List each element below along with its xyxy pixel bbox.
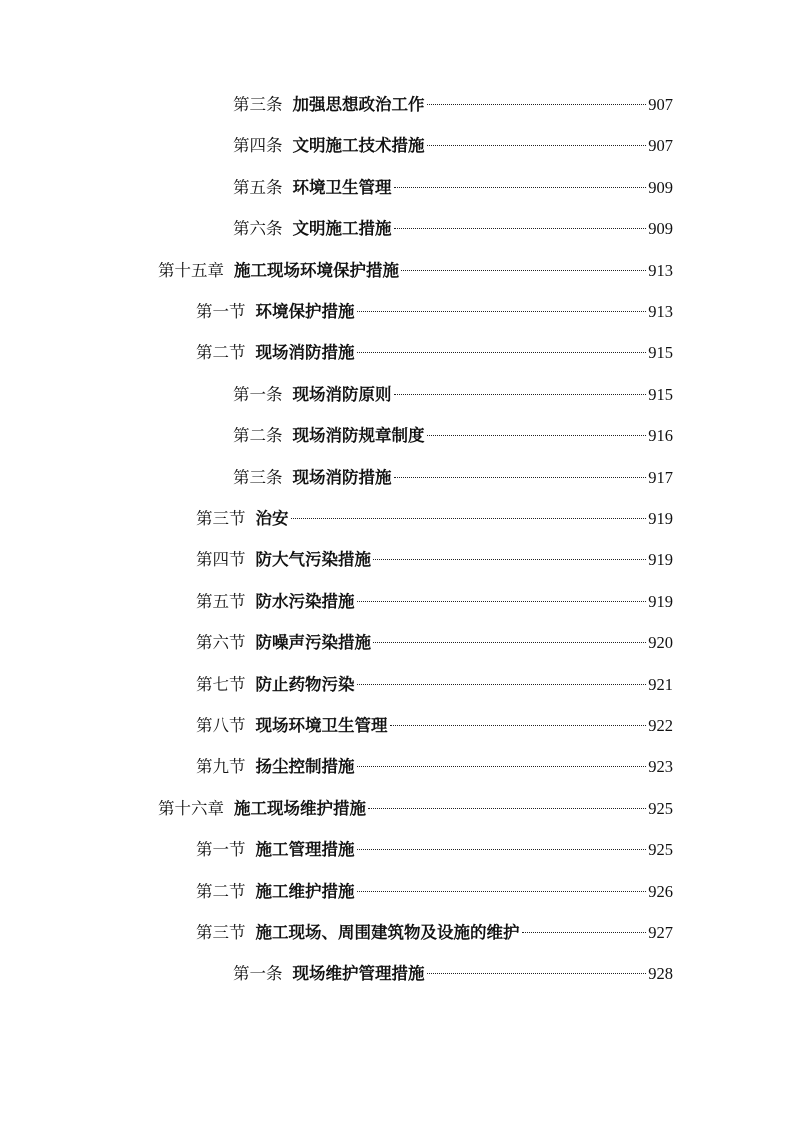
toc-entry-title: 现场维护管理措施 xyxy=(292,964,425,984)
dot-leader xyxy=(357,766,647,767)
toc-entry[interactable] xyxy=(196,297,673,327)
toc-entry-page-number: 919 xyxy=(648,550,673,570)
toc-entry-number: 第六节 xyxy=(196,633,246,653)
toc-entry-number: 第六条 xyxy=(233,219,283,239)
toc-entry-number: 第三条 xyxy=(233,467,283,487)
dot-leader xyxy=(394,187,647,188)
toc-entry-page-number: 925 xyxy=(648,840,673,860)
toc-entry-number: 第一节 xyxy=(196,302,246,321)
toc-entry-number: 第七节 xyxy=(196,674,246,694)
toc-entry[interactable] xyxy=(196,504,673,534)
toc-entry-title: 现场消防措施 xyxy=(255,343,355,363)
toc-entry-number: 第三条 xyxy=(233,95,283,114)
dot-leader xyxy=(427,435,647,436)
toc-entry[interactable] xyxy=(196,711,673,741)
toc-entry-page-number: 907 xyxy=(648,136,673,156)
dot-leader xyxy=(427,973,647,974)
toc-entry[interactable] xyxy=(196,587,673,617)
toc-entry-number: 第二节 xyxy=(196,343,246,363)
toc-entry-page-number: 925 xyxy=(648,798,673,818)
dot-leader xyxy=(401,270,646,271)
toc-entry-page-number: 916 xyxy=(648,426,673,446)
toc-entry[interactable] xyxy=(233,131,673,161)
toc-entry-number: 第一条 xyxy=(233,964,283,984)
dot-leader xyxy=(522,932,647,933)
toc-entry-number: 第八节 xyxy=(196,716,246,735)
toc-entry-page-number: 909 xyxy=(648,219,673,239)
toc-entry-title: 文明施工措施 xyxy=(292,219,392,239)
toc-entry-number: 第三节 xyxy=(196,509,246,528)
dot-leader xyxy=(373,642,646,643)
toc-entry-title: 施工管理措施 xyxy=(255,840,355,860)
toc-entry-number: 第四条 xyxy=(233,136,283,156)
toc-entry-page-number: 915 xyxy=(648,384,673,404)
toc-entry-title: 环境保护措施 xyxy=(255,302,355,321)
dot-leader xyxy=(357,684,647,685)
toc-entry-page-number: 922 xyxy=(648,716,673,735)
toc-entry-number: 第一节 xyxy=(196,840,246,860)
toc-entry[interactable] xyxy=(233,214,673,244)
toc-entry-title: 防水污染措施 xyxy=(255,591,355,611)
toc-entry-page-number: 915 xyxy=(648,343,673,363)
toc-entry-page-number: 913 xyxy=(648,260,673,280)
dot-leader xyxy=(368,808,646,809)
toc-entry-title: 防止药物污染 xyxy=(255,674,355,694)
toc-entry[interactable] xyxy=(196,628,673,658)
toc-entry-title: 现场环境卫生管理 xyxy=(255,716,388,735)
toc-entry-title: 施工现场环境保护措施 xyxy=(234,260,399,280)
toc-entry[interactable] xyxy=(233,173,673,203)
toc-entry-title: 环境卫生管理 xyxy=(292,177,392,197)
toc-entry-title: 施工现场维护措施 xyxy=(234,798,366,818)
toc-entry-page-number: 920 xyxy=(648,633,673,653)
toc-entry[interactable] xyxy=(233,463,673,493)
toc-entry-title: 施工维护措施 xyxy=(255,881,355,901)
toc-entry-page-number: 907 xyxy=(648,95,673,114)
dot-leader xyxy=(390,725,647,726)
toc-entry-title: 加强思想政治工作 xyxy=(292,95,425,114)
toc-entry-page-number: 909 xyxy=(648,177,673,197)
toc-entry-number: 第四节 xyxy=(196,550,246,570)
toc-entry-page-number: 917 xyxy=(648,467,673,487)
toc-entry-page-number: 927 xyxy=(648,923,673,942)
dot-leader xyxy=(394,394,647,395)
toc-entry-title: 现场消防原则 xyxy=(292,384,392,404)
dot-leader xyxy=(357,601,647,602)
toc-entry-number: 第五节 xyxy=(196,591,246,611)
dot-leader xyxy=(291,518,647,519)
toc-entry-page-number: 928 xyxy=(648,964,673,984)
toc-entry-page-number: 926 xyxy=(648,881,673,901)
toc-entry-number: 第二节 xyxy=(196,881,246,901)
dot-leader xyxy=(427,145,647,146)
dot-leader xyxy=(373,559,646,560)
toc-entry-number: 第二条 xyxy=(233,426,283,446)
toc-entry[interactable] xyxy=(196,877,673,907)
toc-entry[interactable] xyxy=(196,670,673,700)
toc-entry[interactable] xyxy=(233,90,673,120)
toc-entry-title: 防噪声污染措施 xyxy=(255,633,371,653)
toc-entry[interactable] xyxy=(233,421,673,451)
toc-entry-number: 第九节 xyxy=(196,757,246,777)
toc-entry-title: 施工现场、周围建筑物及设施的维护 xyxy=(255,923,520,942)
toc-entry-page-number: 923 xyxy=(648,757,673,777)
toc-entry[interactable] xyxy=(233,959,673,989)
toc-entry[interactable] xyxy=(158,256,673,286)
toc-entry[interactable] xyxy=(196,545,673,575)
toc-entry-title: 治安 xyxy=(255,509,289,528)
toc-entry[interactable] xyxy=(196,918,673,948)
toc-entry-title: 现场消防措施 xyxy=(292,467,392,487)
toc-entry[interactable] xyxy=(196,752,673,782)
toc-entry-title: 扬尘控制措施 xyxy=(255,757,355,777)
toc-entry-number: 第十六章 xyxy=(158,798,224,818)
toc-entry-number: 第一条 xyxy=(233,384,283,404)
dot-leader xyxy=(357,311,647,312)
toc-entry[interactable] xyxy=(233,380,673,410)
toc-entry[interactable] xyxy=(196,338,673,368)
toc-entry-title: 现场消防规章制度 xyxy=(292,426,425,446)
toc-entry-page-number: 913 xyxy=(648,302,673,321)
toc-entry-title: 文明施工技术措施 xyxy=(292,136,425,156)
toc-entry-number: 第十五章 xyxy=(158,260,224,280)
toc-entry-page-number: 921 xyxy=(648,674,673,694)
dot-leader xyxy=(427,104,647,105)
toc-entry-number: 第五条 xyxy=(233,177,283,197)
dot-leader xyxy=(357,352,647,353)
toc-entry[interactable] xyxy=(196,835,673,865)
dot-leader xyxy=(357,891,647,892)
dot-leader xyxy=(394,477,647,478)
dot-leader xyxy=(394,228,647,229)
dot-leader xyxy=(357,849,647,850)
toc-entry-page-number: 919 xyxy=(648,591,673,611)
toc-entry-number: 第三节 xyxy=(196,923,246,942)
toc-entry[interactable] xyxy=(158,794,673,824)
toc-entry-title: 防大气污染措施 xyxy=(255,550,371,570)
toc-entry-page-number: 919 xyxy=(648,509,673,528)
